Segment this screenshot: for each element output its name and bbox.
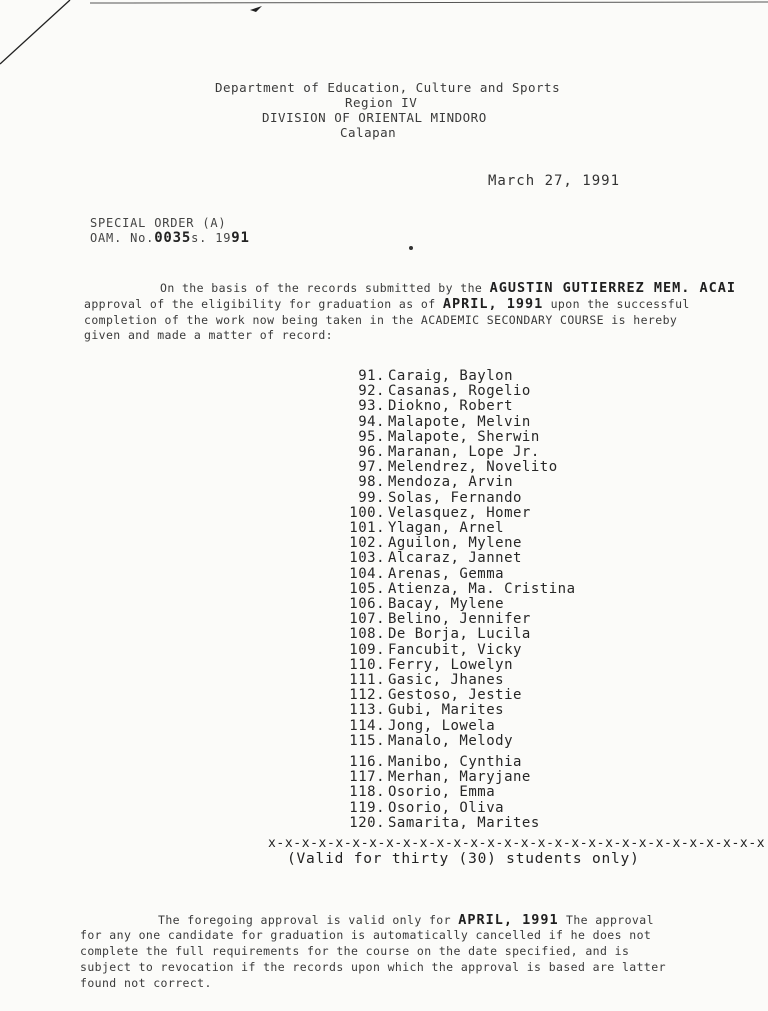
student-row (330, 444, 630, 460)
student-name: Malapote, Sherwin (388, 428, 540, 445)
student-name: Solas, Fernando (388, 489, 522, 506)
student-number: 101. (349, 520, 385, 536)
student-number: 110. (349, 656, 385, 673)
student-row (330, 769, 630, 785)
validity-note: (Valid for thirty (30) students only) (287, 851, 640, 867)
student-name: Ferry, Lowelyn (388, 656, 514, 673)
student-row (330, 429, 630, 445)
separator-line: x-x-x-x-x-x-x-x-x-x-x-x-x-x-x-x-x-x-x-x-x-x-x-x-x-x-x-x-x-x (268, 836, 766, 851)
student-name: Manibo, Cynthia (388, 754, 522, 770)
student-name: Gasic, Jhanes (388, 672, 505, 688)
student-row (330, 398, 630, 414)
student-row (330, 733, 630, 749)
student-number: 115. (349, 732, 385, 749)
student-row (330, 535, 630, 551)
order-date: March 27, 1991 (488, 173, 621, 189)
student-number: 105. (349, 580, 385, 597)
header-department: Department of Education, Culture and Sports (215, 80, 561, 95)
student-name: Atienza, Ma. Cristina (388, 580, 576, 597)
student-row (330, 414, 630, 430)
page-edge-lines (0, 0, 768, 80)
student-name: Maranan, Lope Jr. (388, 444, 540, 460)
student-number: 107. (349, 611, 385, 628)
student-row (330, 581, 630, 597)
student-name: Mendoza, Arvin (388, 474, 514, 491)
student-name: Aguilon, Mylene (388, 535, 522, 552)
student-row (330, 611, 630, 627)
footer-line-2: for any one candidate for graduation is automatically cancelled if he does not (80, 928, 652, 942)
student-name: Gestoso, Jestie (388, 687, 522, 704)
footer-line-1 (158, 912, 768, 928)
body-text: upon the successful (550, 297, 690, 311)
student-name: Ylagan, Arnel (388, 520, 505, 536)
student-row (330, 754, 630, 770)
student-row (330, 626, 630, 642)
student-number: 103. (349, 550, 385, 567)
student-number: 117. (349, 769, 385, 786)
student-number: 108. (349, 626, 385, 643)
ink-dot (409, 246, 413, 250)
student-number: 97. (358, 459, 385, 476)
student-name: Fancubit, Vicky (388, 641, 522, 658)
student-name: Malapote, Melvin (388, 413, 531, 430)
student-row (330, 520, 630, 536)
student-name: Alcaraz, Jannet (388, 550, 522, 567)
order-series: s. 19 (191, 231, 232, 245)
student-name: Belino, Jennifer (388, 611, 531, 628)
student-row (330, 687, 630, 703)
order-no-prefix: OAM. No. (90, 231, 155, 245)
footer-text: The foregoing approval is valid only for (158, 913, 451, 927)
header-region: Region IV (345, 95, 418, 110)
student-name: Jong, Lowela (388, 717, 496, 734)
student-row (330, 368, 630, 384)
student-number: 93. (358, 398, 385, 415)
student-number: 114. (349, 717, 385, 734)
header-division: DIVISION OF ORIENTAL MINDORO (262, 110, 487, 125)
student-name: Merhan, Maryjane (388, 769, 531, 786)
student-name: Osorio, Emma (388, 784, 496, 801)
graduation-date: APRIL, 1991 (442, 296, 544, 312)
student-name: Melendrez, Novelito (388, 459, 558, 476)
student-number: 99. (358, 489, 385, 506)
body-line-4: given and made a matter of record: (84, 328, 334, 342)
body-text: approval of the eligibility for graduation as of (84, 297, 436, 311)
footer-line-5: found not correct. (80, 976, 212, 990)
student-number: 120. (349, 814, 385, 831)
student-name: De Borja, Lucila (388, 626, 531, 643)
student-name: Velasquez, Homer (388, 504, 531, 521)
student-number: 92. (358, 383, 385, 400)
student-number: 102. (349, 535, 385, 552)
student-row (330, 459, 630, 475)
student-number: 116. (349, 754, 385, 770)
footer-line-3: complete the full requirements for the course on the date specified, and is (80, 944, 630, 958)
school-name: AGUSTIN GUTIERREZ MEM. ACAI (489, 280, 737, 296)
student-number: 111. (349, 672, 385, 688)
student-number: 112. (349, 687, 385, 704)
student-row (330, 566, 630, 582)
student-name: Casanas, Rogelio (388, 383, 531, 400)
student-name: Gubi, Marites (388, 702, 505, 719)
student-row (330, 490, 630, 506)
student-number: 104. (349, 565, 385, 582)
student-row (330, 550, 630, 566)
student-name: Osorio, Oliva (388, 799, 505, 816)
student-number: 109. (349, 641, 385, 658)
student-row (330, 474, 630, 490)
student-name: Arenas, Gemma (388, 565, 505, 582)
student-number: 113. (349, 702, 385, 719)
body-line-3: completion of the work now being taken in the ACADEMIC SECONDARY COURSE is hereby (84, 313, 678, 327)
student-row (330, 383, 630, 399)
student-row (330, 815, 630, 831)
body-line-2 (84, 296, 768, 312)
student-number: 106. (349, 596, 385, 612)
special-order-number (90, 230, 250, 246)
student-name: Samarita, Marites (388, 814, 540, 831)
body-line-1 (160, 280, 768, 296)
student-number: 94. (358, 413, 385, 430)
footer-line-4: subject to revocation if the records upon which the approval is based are latter (80, 960, 666, 974)
student-name: Bacay, Mylene (388, 596, 505, 612)
student-row (330, 702, 630, 718)
header-city: Calapan (340, 125, 397, 140)
footer-text: The approval (566, 913, 654, 927)
student-number: 91. (358, 368, 385, 384)
student-row (330, 642, 630, 658)
student-name: Manalo, Melody (388, 732, 514, 749)
student-number: 100. (349, 504, 385, 521)
student-row (330, 784, 630, 800)
student-number: 119. (349, 799, 385, 816)
student-number: 98. (358, 474, 385, 491)
order-no-value: 0035 (154, 230, 192, 246)
special-order-title: SPECIAL ORDER (A) (90, 216, 227, 230)
body-text: On the basis of the records submitted by the (160, 281, 483, 295)
student-row (330, 657, 630, 673)
student-row (330, 718, 630, 734)
student-row (330, 800, 630, 816)
order-year: 91 (231, 230, 250, 246)
student-row (330, 596, 630, 612)
student-number: 96. (358, 444, 385, 460)
student-row (330, 505, 630, 521)
student-row (330, 672, 630, 688)
footer-date: APRIL, 1991 (458, 912, 559, 928)
student-number: 95. (358, 428, 385, 445)
student-number: 118. (349, 784, 385, 801)
student-name: Diokno, Robert (388, 398, 514, 415)
student-name: Caraig, Baylon (388, 368, 514, 384)
